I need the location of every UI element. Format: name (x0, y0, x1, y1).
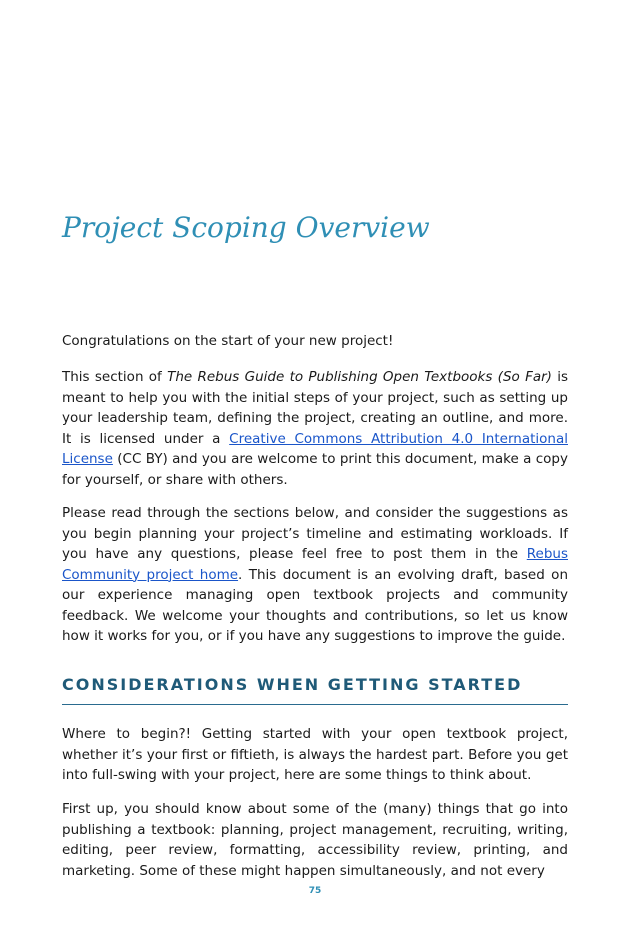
page-number: 75 (308, 886, 322, 896)
read-para-lead-text: Please read through the sections below, and consider the suggestions as you begin planning your project’s timeline and estimating workloads. If you have any questions, please feel free to post them in the (62, 505, 568, 562)
section-heading: CONSIDERATIONS WHEN GETTING STARTED (62, 675, 523, 694)
read-through-paragraph (62, 503, 568, 647)
section-para-end-text: (CC BY) and you are welcome to print this document, make a copy for yourself, or share with others. (62, 451, 568, 488)
section-para-lead-text: This section of (62, 369, 168, 385)
book-title: The Rebus Guide to Publishing Open Textbooks (So Far) (167, 369, 552, 385)
where-to-begin-paragraph: Where to begin?! Getting started with your open textbook project, whether it’s your first or fiftieth, is always the hardest part. Before you get into full-swing with your project, here are some things to think about. (62, 726, 568, 783)
license-link[interactable]: Creative Commons Attribution 4.0 International License (62, 430, 568, 467)
first-up-paragraph: First up, you should know about some of the (many) things that go into publishing a textbook: planning, project management, recruiting, writing, editing, peer review, formatting, accessibility review, printing, and marketing. Some of these might happen simultaneously, and not every (62, 801, 568, 879)
read-para-end-text: . This document is an evolving draft, based on our experience managing open textbook projects and community feedback. We welcome your thoughts and contributions, so let us know how it works for you, or if you have any suggestions to improve the guide. (62, 566, 568, 644)
community-project-link[interactable]: Rebus Community project home (62, 546, 568, 583)
section-description-paragraph (62, 367, 568, 490)
intro-paragraph: Congratulations on the start of your new project! (62, 333, 394, 349)
section-para-middle-text: is meant to help you with the initial steps of your project, such as setting up your leadership team, defining the project, creating an outline, and more. It is licensed under a (62, 369, 568, 447)
chapter-title: Project Scoping Overview (62, 211, 430, 244)
section-divider (62, 704, 568, 705)
